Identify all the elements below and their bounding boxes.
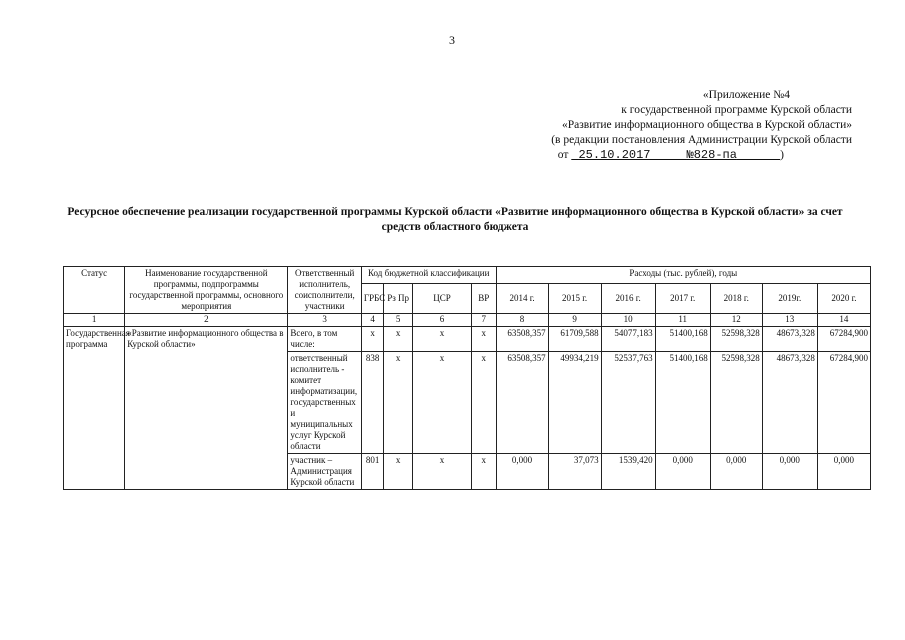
header-year: 2016 г. (601, 284, 655, 314)
resolution-number: №828-па (686, 148, 737, 162)
header-expenses: Расходы (тыс. рублей), годы (496, 267, 870, 284)
column-number: 5 (384, 314, 413, 327)
value-cell: 51400,168 (655, 352, 710, 454)
value-cell: 63508,357 (496, 327, 548, 352)
value-cell: 1539,420 (601, 454, 655, 490)
value-cell: 0,000 (655, 454, 710, 490)
value-cell: 61709,588 (548, 327, 601, 352)
appendix-line-3: «Развитие информационного общества в Курской области» (561, 119, 852, 131)
document-title: Ресурсное обеспечение реализации государственной программы Курской области «Развитие информационного общества в Курской области» за счет средств областного бюджета (67, 206, 843, 233)
column-number: 11 (655, 314, 710, 327)
header-name: Наименование государственной программы, подпрограммы государственной программы, основного мероприятия (125, 267, 288, 314)
vr-cell: x (472, 327, 497, 352)
header-status: Статус (64, 267, 125, 314)
resolution-date: 25.10.2017 (578, 148, 651, 162)
column-number: 7 (472, 314, 497, 327)
header-year: 2017 г. (655, 284, 710, 314)
program-name-cell: «Развитие информационного общества в Курской области» (125, 327, 288, 490)
grbs-cell: 801 (361, 454, 383, 490)
status-cell: Государственная программа (64, 327, 125, 490)
header-grbs: ГРБС (361, 284, 383, 314)
value-cell: 37,073 (548, 454, 601, 490)
vr-cell: x (472, 454, 497, 490)
column-number: 9 (548, 314, 601, 327)
csr-cell: x (412, 352, 471, 454)
value-cell: 0,000 (710, 454, 762, 490)
table-row-total (64, 327, 871, 352)
csr-cell: x (412, 327, 471, 352)
appendix-date-line (470, 148, 852, 163)
header-year: 2018 г. (710, 284, 762, 314)
value-cell: 52537,763 (601, 352, 655, 454)
header-year: 2015 г. (548, 284, 601, 314)
column-number-row (64, 314, 871, 327)
appendix-block (470, 88, 852, 163)
resource-table (63, 266, 871, 490)
page-number: 3 (449, 33, 455, 47)
value-cell: 0,000 (496, 454, 548, 490)
vr-cell: x (472, 352, 497, 454)
column-number: 12 (710, 314, 762, 327)
value-cell: 52598,328 (710, 352, 762, 454)
csr-cell: x (412, 454, 471, 490)
value-cell: 63508,357 (496, 352, 548, 454)
appendix-line-1: «Приложение №4 (702, 89, 790, 101)
value-cell: 48673,328 (762, 327, 817, 352)
rzpr-cell: x (384, 454, 413, 490)
column-number: 8 (496, 314, 548, 327)
column-number: 14 (817, 314, 870, 327)
column-number: 3 (288, 314, 361, 327)
executor-cell: участник – Администрация Курской области (288, 454, 361, 490)
value-cell: 54077,183 (601, 327, 655, 352)
header-budget-code: Код бюджетной классификации (361, 267, 496, 284)
value-cell: 0,000 (762, 454, 817, 490)
value-cell: 51400,168 (655, 327, 710, 352)
date-prefix: от (557, 149, 569, 161)
column-number: 2 (125, 314, 288, 327)
header-year: 2014 г. (496, 284, 548, 314)
header-rzpr: Рз Пр (384, 284, 413, 314)
value-cell: 67284,900 (817, 352, 870, 454)
closing-bracket: ) (780, 149, 784, 161)
executor-cell: Всего, в том числе: (288, 327, 361, 352)
grbs-cell: x (361, 327, 383, 352)
rzpr-cell: x (384, 327, 413, 352)
header-executor: Ответственный исполнитель, соисполнители, участники (288, 267, 361, 314)
header-year: 2020 г. (817, 284, 870, 314)
column-number: 6 (412, 314, 471, 327)
value-cell: 67284,900 (817, 327, 870, 352)
column-number: 13 (762, 314, 817, 327)
value-cell: 52598,328 (710, 327, 762, 352)
column-number: 4 (361, 314, 383, 327)
grbs-cell: 838 (361, 352, 383, 454)
column-number: 10 (601, 314, 655, 327)
header-vr: ВР (472, 284, 497, 314)
value-cell: 48673,328 (762, 352, 817, 454)
column-number: 1 (64, 314, 125, 327)
appendix-line-2: к государственной программе Курской области (621, 104, 852, 116)
value-cell: 0,000 (817, 454, 870, 490)
header-csr: ЦСР (412, 284, 471, 314)
executor-cell: ответственный исполнитель - комитет информатизации, государственных и муниципальных услуг Курской области (288, 352, 361, 454)
appendix-line-4: (в редакции постановления Администрации Курской области (551, 134, 852, 146)
header-year: 2019г. (762, 284, 817, 314)
rzpr-cell: x (384, 352, 413, 454)
value-cell: 49934,219 (548, 352, 601, 454)
